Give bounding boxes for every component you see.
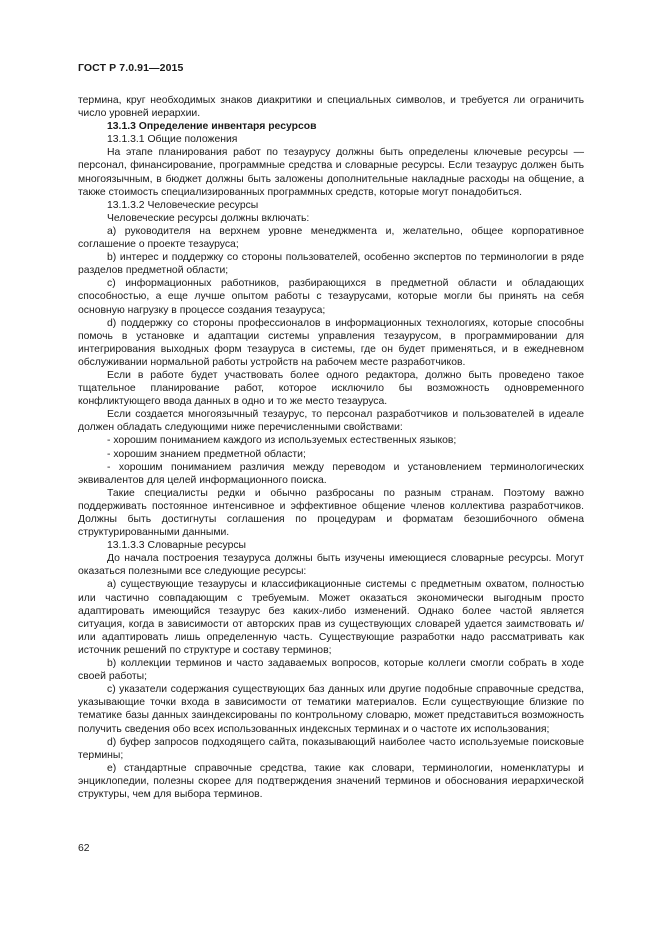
paragraph: Если создается многоязычный тезаурус, то персонал разработчиков и пользователей в идеале должен обладать следующими ниже перечисленными свойствами: [78,409,584,434]
document-body [78,94,584,801]
paragraph: c) информационных работников, разбирающихся в предметной области и обладающих способностью, а еще лучше опытом работы с тезаурусами, которые могли бы принять на себя основную нагрузку в процессе создания тезауруса; [78,278,584,316]
paragraph: a) существующие тезаурусы и классификационные системы с предметным охватом, полностью или частично совпадающим с требуемым. Может оказаться экономически выгодным просто адаптировать имеющийся тезаурус без каких-либо изменений. Однако более частой является ситуация, когда в зависимости от авторских прав из существующих словарей удается заимствовать и/или адаптировать лишь определенную часть. Существующие разработки надо рассматривать как источник решений по структуре и составу терминов; [78,579,584,656]
paragraph: 13.1.3.3 Словарные ресурсы [107,540,247,552]
paragraph: термина, круг необходимых знаков диакритики и специальных символов, и требуется ли ограничить число уровней иерархии. [78,95,584,120]
document-header: ГОСТ Р 7.0.91—2015 [78,62,184,74]
paragraph: b) интерес и поддержку со стороны пользователей, особенно экспертов по терминологии в ряде разделов предметной области; [78,252,584,277]
page-number: 62 [78,843,90,854]
paragraph: 13.1.3 Определение инвентаря ресурсов [107,121,317,133]
paragraph: На этапе планирования работ по тезаурусу должны быть определены ключевые ресурсы — персонал, финансирование, программные средства и словарные ресурсы. Если тезаурус должен быть многоязычным, в бюджет должны быть заложены дополнительные накладные расходы на общение, а также стоимость специализированных программных средств, которые могут понадобиться. [78,147,584,198]
paragraph: Такие специалисты редки и обычно разбросаны по разным странам. Поэтому важно поддерживать постоянное интенсивное и эффективное общение членов коллектива разработчиков. Должны быть достигнуты соглашения по процедурам и форматам безошибочного обмена структурированными данными. [78,487,584,539]
paragraph: d) поддержку со стороны профессионалов в информационных технологиях, которые способны помочь в установке и адаптации системы управления тезаурусом, в программировании для интегрирования выходных форм тезауруса в системы, где он будет применяться, и в ежедневном обслуживании нормальной работы устройств на рабочем месте разработчиков. [78,317,584,368]
paragraph: 13.1.3.1 Общие положения [107,134,238,146]
paragraph: 13.1.3.2 Человеческие ресурсы [107,199,259,211]
paragraph: - хорошим пониманием различия между переводом и установлением терминологических эквивалентов для целей информационного поиска. [78,461,584,486]
paragraph: До начала построения тезауруса должны быть изучены имеющиеся словарные ресурсы. Могут оказаться полезными все следующие ресурсы: [78,553,584,578]
paragraph: - хорошим знанием предметной области; [107,448,306,460]
paragraph: d) буфер запросов подходящего сайта, показывающий наиболее часто используемые поисковые термины; [78,736,584,761]
paragraph: e) стандартные справочные средства, такие как словари, терминологии, номенклатуры и энциклопедии, полезны скорее для подтверждения значений терминов и обоснования иерархической структуры, чем для выбора терминов. [78,762,584,800]
paragraph: Человеческие ресурсы должны включать: [107,212,310,224]
paragraph: - хорошим пониманием каждого из используемых естественных языков; [107,435,457,447]
paragraph: c) указатели содержания существующих баз данных или другие подобные справочные средства, указывающие точки входа в зависимости от тематики материалов. Если существующие близкие по тематике базы данных заиндексированы по контрольному словарю, может представиться возможность получить сведения обо всех использованных индексных терминах и о частоте их использования; [78,684,584,735]
paragraph: a) руководителя на верхнем уровне менеджмента и, желательно, общее корпоративное соглашение о проекте тезауруса; [78,225,584,251]
paragraph: Если в работе будет участвовать более одного редактора, должно быть проведено такое тщательное планирование работ, которое исключило бы возможность одновременного конфликтующего ввода данных в одно и то же место тезауруса. [78,369,584,408]
paragraph: b) коллекции терминов и часто задаваемых вопросов, которые коллеги смогли собрать в ходе своей работы; [78,658,584,683]
